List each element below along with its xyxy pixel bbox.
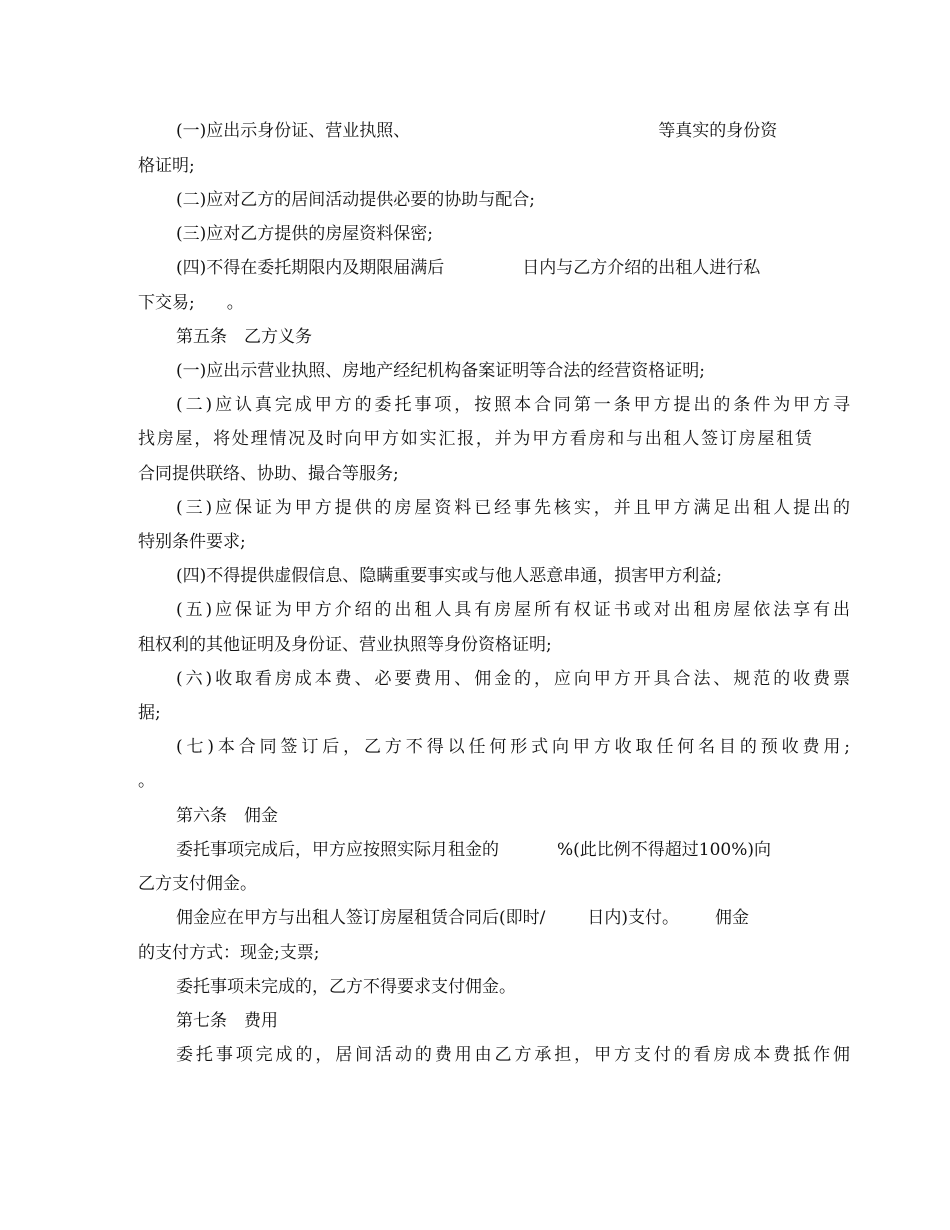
text-line: (二)应认真完成甲方的委托事项，按照本合同第一条甲方提出的条件为甲方寻: [176, 395, 850, 415]
text-segment: 日内与乙方介绍的出租人进行私: [522, 258, 761, 278]
text-segment: (四)不得在委托期限内及期限届满后: [176, 258, 445, 278]
text-segment: 委托事项完成后，甲方应按照实际月租金的: [176, 840, 499, 860]
text-line: [138, 119, 850, 143]
section-heading: 第六条 佣金: [176, 806, 278, 826]
text-line: [138, 291, 812, 315]
text-line: (五)应保证为甲方介绍的出租人具有房屋所有权证书或对出租房屋依法享有出: [176, 600, 850, 620]
section-heading: 第五条 乙方义务: [176, 327, 312, 347]
text-line: (三)应保证为甲方提供的房屋资料已经事先核实，并且甲方满足出租人提出的: [176, 498, 850, 518]
text-line: 合同提供联络、协助、撮合等服务;: [138, 464, 399, 484]
text-line: 委托事项完成的，居间活动的费用由乙方承担，甲方支付的看房成本费抵作佣: [176, 1045, 850, 1065]
text-segment: (一)应出示身份证、营业执照、: [176, 121, 411, 141]
text-line: (一)应出示营业执照、房地产经纪机构备案证明等合法的经营资格证明;: [176, 361, 705, 381]
text-segment: 佣金: [715, 908, 749, 928]
text-line: [138, 906, 850, 930]
text-line: (二)应对乙方的居间活动提供必要的协助与配合;: [176, 190, 535, 210]
text-line: 格证明;: [138, 156, 195, 176]
text-line: (四)不得提供虚假信息、隐瞒重要事实或与他人恶意串通，损害甲方利益;: [176, 566, 722, 586]
section-heading: 第七条 费用: [176, 1011, 278, 1031]
text-line: [138, 256, 850, 280]
text-segment: 。: [226, 293, 244, 313]
text-line: 租权利的其他证明及身份证、营业执照等身份资格证明;: [138, 635, 552, 655]
text-line: [138, 838, 850, 862]
text-line: 的支付方式：现金;支票;: [138, 943, 320, 963]
text-line: (三)应对乙方提供的房屋资料保密;: [176, 224, 433, 244]
text-segment: 等真实的身份资: [658, 121, 778, 141]
text-line: 委托事项未完成的，乙方不得要求支付佣金。: [176, 977, 516, 997]
text-segment: 日内)支付。: [587, 908, 679, 928]
text-line: 乙方支付佣金。: [138, 874, 257, 894]
text-segment: %(此比例不得超过100%)向: [557, 840, 772, 860]
text-line: (七)本合同签订后，乙方不得以任何形式向甲方收取任何名目的预收费用;: [176, 737, 850, 757]
text-line: 找房屋，将处理情况及时向甲方如实汇报，并为甲方看房和与出租人签订房屋租赁: [138, 429, 812, 449]
text-line: 据;: [138, 703, 161, 723]
text-segment: 下交易;: [138, 293, 195, 313]
text-line: (六)收取看房成本费、必要费用、佣金的，应向甲方开具合法、规范的收费票: [176, 669, 850, 689]
text-segment: 佣金应在甲方与出租人签订房屋租赁合同后(即时/: [176, 908, 546, 928]
text-line: 特别条件要求;: [138, 532, 246, 552]
text-line: 。: [138, 771, 155, 791]
